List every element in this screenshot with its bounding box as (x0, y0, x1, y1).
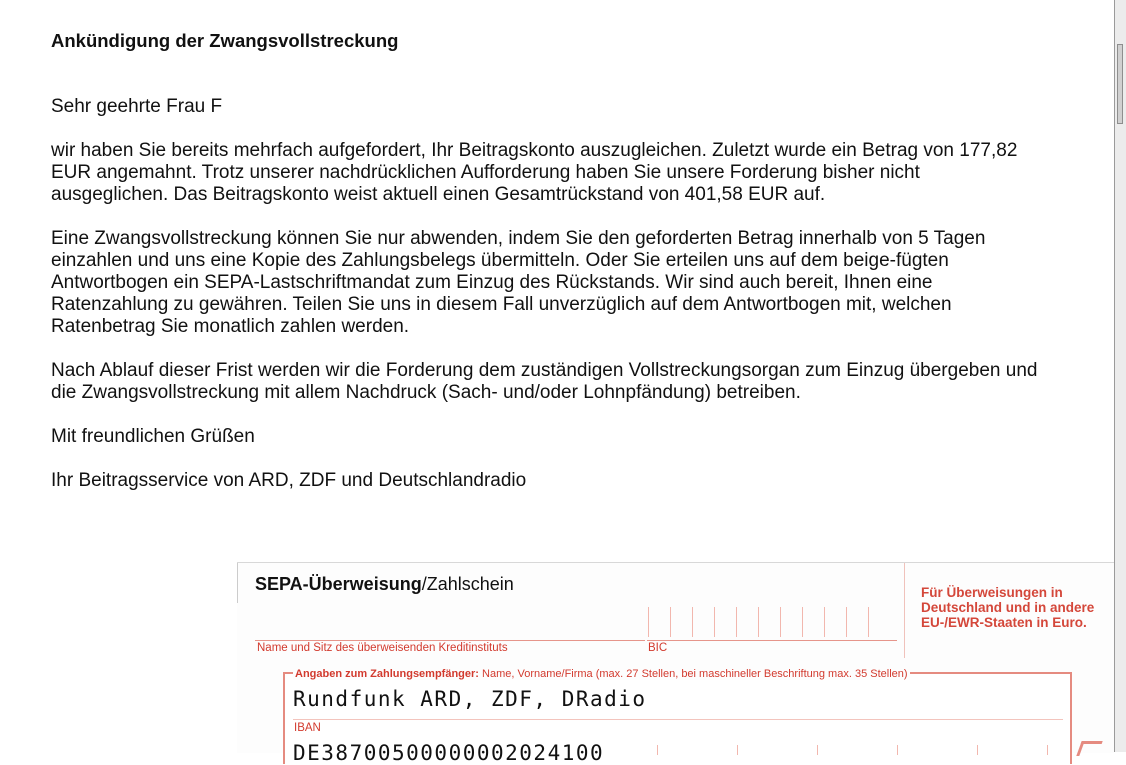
letter-subject: Ankündigung der Zwangsvollstreckung (51, 30, 399, 51)
form-corner-mark (1076, 741, 1102, 756)
bic-tick (780, 607, 781, 637)
bic-tick (758, 607, 759, 637)
iban-tick (977, 745, 978, 755)
institution-label: Name und Sitz des überweisenden Kreditinstituts (257, 642, 508, 654)
bic-tick (692, 607, 693, 637)
paragraph-1: wir haben Sie bereits mehrfach aufgefordert, Ihr Beitragskonto auszugleichen. Zuletzt wurde ein Betrag von 177,82 EUR angemahnt. Trotz unserer nachdrücklichen Aufforderung haben Sie unsere Forderung bisher nicht ausgeglichen. Das Beitragskonto weist aktuell einen Gesamtrückstand von 401,58 EUR auf. (51, 140, 1018, 205)
bic-label: BIC (648, 642, 668, 654)
salutation-text: Sehr geehrte Frau F (51, 96, 223, 117)
paragraph-2: Eine Zwangsvollstreckung können Sie nur abwenden, indem Sie den geforderten Betrag innerhalb von 5 Tagen einzahlen und uns eine Kopie des Zahlungsbelegs übermitteln. Oder Sie erteilen uns auf dem beige-fügten Antwortbogen ein SEPA-Lastschriftmandat zum Einzug des Rückstands. Wir sind auch bereit, Ihnen eine Ratenzahlung zu gewähren. Teilen Sie uns in diesem Fall unverzüglich auf dem Antwortbogen mit, welchen Ratenbetrag Sie monatlich zahlen werden. (51, 228, 986, 337)
letter-body (51, 30, 1041, 514)
form-title (255, 574, 514, 595)
form-divider-left (237, 563, 238, 603)
bic-tick (670, 607, 671, 637)
scrollbar-thumb[interactable] (1117, 44, 1123, 124)
iban-tick (897, 745, 898, 755)
iban-tick (657, 745, 658, 755)
iban-label: IBAN (294, 722, 321, 734)
letter-salutation (51, 96, 1041, 118)
vertical-scrollbar[interactable] (1114, 0, 1126, 752)
iban-tick (737, 745, 738, 755)
payee-label (293, 668, 910, 680)
payee-value: Rundfunk ARD, ZDF, DRadio (293, 687, 647, 711)
form-scope-note: Für Überweisungen in Deutschland und in andere EU-/EWR-Staaten in Euro. (921, 585, 1095, 630)
bic-tick (736, 607, 737, 637)
letter-signature: Ihr Beitragsservice von ARD, ZDF und Deutschlandradio (51, 470, 527, 491)
paragraph-3: Nach Ablauf dieser Frist werden wir die Forderung dem zuständigen Vollstreckungsorgan zum Einzug übergeben und die Zwangsvollstreckung mit allem Nachdruck (Sach- und/oder Lohnpfändung) betreiben. (51, 360, 1038, 403)
sepa-transfer-form (237, 562, 1114, 765)
bic-tick (714, 607, 715, 637)
payee-underline (293, 719, 1063, 720)
iban-tick (817, 745, 818, 755)
letter-closing: Mit freundlichen Grüßen (51, 426, 255, 447)
iban-tick (1047, 745, 1048, 755)
bic-tick (846, 607, 847, 637)
bic-tick (802, 607, 803, 637)
bic-tick (824, 607, 825, 637)
form-title-rest: /Zahlschein (421, 574, 514, 594)
bic-tick (648, 607, 649, 637)
form-divider-right (904, 563, 905, 658)
form-title-bold: SEPA-Überweisung (255, 574, 422, 594)
payee-label-bold: Angaben zum Zahlungsempfänger: (295, 668, 479, 680)
bic-tick (868, 607, 869, 637)
bic-line (647, 640, 897, 641)
institution-line (255, 640, 645, 641)
iban-value: DE38700500000002024100 (293, 741, 605, 765)
payee-label-rest: Name, Vorname/Firma (max. 27 Stellen, bei maschineller Beschriftung max. 35 Stellen) (478, 668, 908, 680)
